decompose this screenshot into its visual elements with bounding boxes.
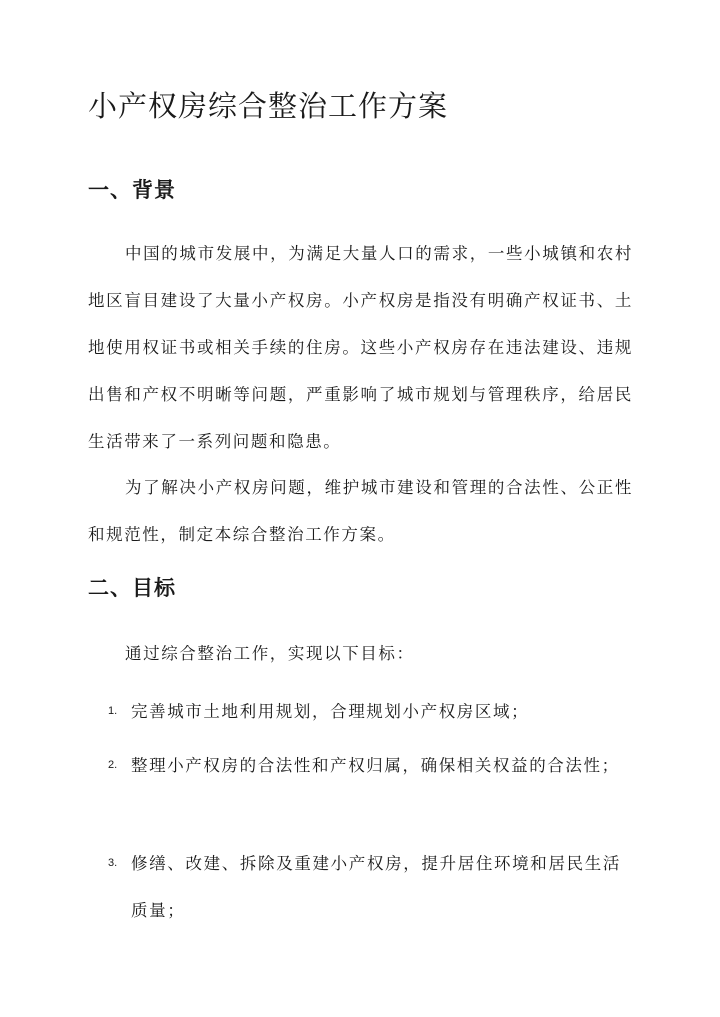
- section-heading-background: 一、背景: [88, 178, 176, 202]
- document-title: 小产权房综合整治工作方案: [88, 89, 449, 123]
- list-item-text: 整理小产权房的合法性和产权归属，确保相关权益的合法性；: [131, 756, 620, 775]
- list-item-number: 1.: [108, 705, 118, 717]
- section-heading-goals: 二、目标: [88, 576, 176, 600]
- list-item-text: 完善城市土地利用规划，合理规划小产权房区域；: [131, 702, 530, 721]
- background-paragraph-2: 为了解决小产权房问题，维护城市建设和管理的合法性、公正性和规范性，制定本综合整治工作方案。: [88, 478, 633, 544]
- list-item-number: 3.: [108, 857, 118, 869]
- background-paragraph-1: 中国的城市发展中，为满足大量人口的需求，一些小城镇和农村地区盲目建设了大量小产权房。小产权房是指没有明确产权证书、土地使用权证书或相关手续的住房。这些小产权房存在违法建设、违规出售和产权不明晰等问题，严重影响了城市规划与管理秩序，给居民生活带来了一系列问题和隐患。: [88, 244, 633, 451]
- list-item-text: 修缮、改建、拆除及重建小产权房，提升居住环境和居民生活质量；: [131, 854, 621, 920]
- list-item-number: 2.: [108, 759, 118, 771]
- goals-intro: 通过综合整治工作，实现以下目标：: [125, 644, 415, 663]
